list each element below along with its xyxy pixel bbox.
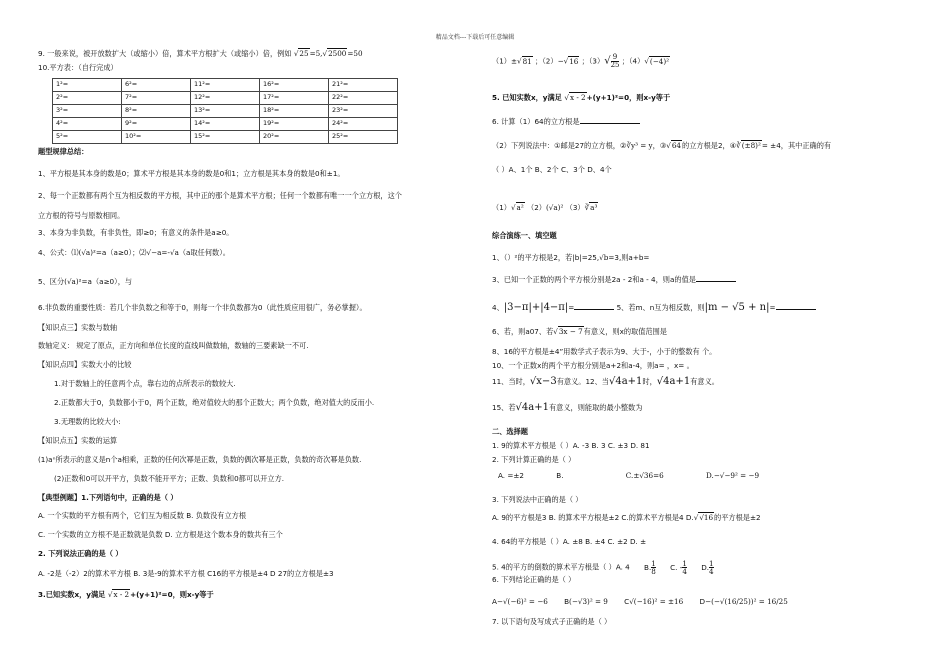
section-choice: 二、选择题 xyxy=(492,427,528,436)
table-cell: 5²= xyxy=(53,131,122,144)
knowledge-4c: 3.无理数的比较大小: xyxy=(54,417,121,426)
choice-3-options: A. 9的平方根是3 B. 的算术平方根是±2 C.的算术平方根是4 D.√√16的平方根是±2 xyxy=(492,513,761,522)
choice-6-options: A−√(−6)² = −6 B(−√3)² = 9 C√(−16)² = ±16 D−(−√(16/25))² = 16/25 xyxy=(492,597,788,606)
table-cell: 16²= xyxy=(260,79,329,92)
choice-7: 7. 以下语句及写成式子正确的是（ ） xyxy=(492,617,612,626)
rule-2b: 立方根的符号与原数相同。 xyxy=(38,211,125,220)
table-row xyxy=(53,105,398,118)
fill-4: 4、|3−π|+|4−π|= 5、若m、n互为相反数，则|m − √5 + n|= xyxy=(492,302,816,314)
example-2a: A. -2是（-2）2的算术平方根 B. 3是-9的算术平方根 C16的平方根是±4 D 27的立方根是±3 xyxy=(38,569,334,578)
section-fill-in: 综合演练一、填空题 xyxy=(492,231,557,240)
choice-5: 5. 4的平方的倒数的算术平方根是（ ）A. 4 B. $\frac{1}{8}$ C. - $\frac{1}{4}$ D. $\frac{1}{4}$ xyxy=(492,559,714,577)
item-9: 9. 一般来说，被开放数扩大（或缩小）倍，算术平方根扩大（或缩小）倍，例如 √25=5,√2500=50 xyxy=(38,49,363,58)
example-3: 3.已知实数x，y满足 √x - 2+(y+1)²=0，则x-y等于 xyxy=(38,590,214,599)
table-row xyxy=(53,118,398,131)
table-cell: 14²= xyxy=(191,118,260,131)
table-row xyxy=(53,79,398,92)
knowledge-5a: (1)aⁿ所表示的意义是n个a相乘，正数的任何次幂是正数，负数的偶次幂是正数，负数的奇次幂是负数. xyxy=(38,455,362,464)
table-cell: 18²= xyxy=(260,105,329,118)
table-cell: 15²= xyxy=(191,131,260,144)
table-cell: 17²= xyxy=(260,92,329,105)
rule-4: 4、公式：⑴(√a)²=a（a≥0）；⑵√−a=-√a（a取任何数）。 xyxy=(38,248,230,257)
table-cell: 8²= xyxy=(122,105,191,118)
page-header: 精品文档---下载后可任意编辑 xyxy=(435,34,515,41)
knowledge-3: 【知识点三】实数与数轴 xyxy=(38,323,118,332)
table-cell: 19²= xyxy=(260,118,329,131)
table-cell: 24²= xyxy=(329,118,398,131)
fill-8: 8、16的平方根是±4”用数学式子表示为9、大于-，小于的整数有 个。 xyxy=(492,347,717,356)
table-cell: 11²= xyxy=(191,79,260,92)
roots-exercise: （1）±√81 ；（2）−√16 ；（3）√ $\frac{9}{25}$ ；（4）√(−4)² xyxy=(492,53,670,69)
knowledge-5b: (2)正数和0可以开平方，负数不能开平方；正数、负数和0都可以开立方. xyxy=(54,474,285,483)
choice-3: 3. 下列说法中正确的是（ ） xyxy=(492,495,583,504)
fill-3: 3、已知一个正数的两个平方根分别是2a - 2和a - 4，则a的值是 xyxy=(492,276,736,284)
fill-15: 15、若√4a+1有意义，则能取的最小整数为 xyxy=(492,402,643,413)
q6-options: （ ）A、1个 B、2个 C、3个 D、4个 xyxy=(492,165,612,174)
table-cell: 20²= xyxy=(260,131,329,144)
knowledge-5: 【知识点五】实数的运算 xyxy=(38,436,118,445)
rule-1: 1、平方根是其本身的数是0；算术平方根是其本身的数是0和1；立方根是其本身的数是0和±1。 xyxy=(38,169,345,178)
knowledge-4: 【知识点四】实数大小的比较 xyxy=(38,360,132,369)
item-10: 10.平方表：（自行完成） xyxy=(38,63,118,72)
table-cell: 2²= xyxy=(53,92,122,105)
knowledge-4a: 1.对于数轴上的任意两个点，靠右边的点所表示的数较大. xyxy=(54,379,236,388)
q6-2: （2）下列说法中：①邮是27的立方根，②∛y³ = y，③√64的立方根是2，④∛(±8)²= ±4，其中正确的有 xyxy=(492,141,832,150)
choice-2-options: A. =±2 B. C.±√36=6 D.−√−9² = −9 xyxy=(498,471,760,480)
summary-title: 题型规律总结： xyxy=(38,147,89,156)
choice-6: 6. 下列结论正确的是（ ） xyxy=(492,575,576,584)
table-cell: 6²= xyxy=(122,79,191,92)
table-cell: 23²= xyxy=(329,105,398,118)
table-cell: 13²= xyxy=(191,105,260,118)
table-cell: 3²= xyxy=(53,105,122,118)
rule-5: 5、区分(√a)²=a（a≥0），与 xyxy=(38,277,133,286)
rule-3: 3、本身为非负数，有非负性，即≥0；有意义的条件是a≥0。 xyxy=(38,228,234,237)
table-row xyxy=(53,92,398,105)
table-cell: 4²= xyxy=(53,118,122,131)
knowledge-4b: 2.正数都大于0，负数都小于0，两个正数，绝对值较大的那个正数大；两个负数，绝对值大的反而小. xyxy=(54,398,375,407)
q5: 5. 已知实数x，y满足 √x - 2+(y+1)²=0，则x-y等于 xyxy=(492,93,671,102)
table-cell: 10²= xyxy=(122,131,191,144)
square-table xyxy=(52,78,398,144)
choice-2: 2. 下列计算正确的是（ ） xyxy=(492,455,576,464)
fill-6: 6、若，则a07、若√3x − 7有意义，则x的取值范围是 xyxy=(492,327,667,336)
fill-11: 11、当时，√x−3有意义。12、当√4a+1时，√4a+1有意义。 xyxy=(492,376,719,387)
example-1b: C. 一个实数的立方根不是正数就是负数 D. 立方根是这个数本身的数共有三个 xyxy=(38,530,283,539)
example-1a: A. 一个实数的平方根有两个，它们互为相反数 B. 负数没有立方根 xyxy=(38,511,247,520)
choice-4: 4. 64的平方根是（ ）A. ±8 B. ±4 C. ±2 D. ± xyxy=(492,537,647,546)
fill-1: 1、（）²的平方根是2，若|b|=25,√b=3,则a+b= xyxy=(492,253,650,262)
table-cell: 21²= xyxy=(329,79,398,92)
example-2: 2. 下列说法正确的是（ ） xyxy=(38,549,123,558)
table-cell: 22²= xyxy=(329,92,398,105)
q6: 6. 计算（1）64的立方根是 xyxy=(492,118,640,126)
rule-6: 6.非负数的重要性质：若几个非负数之和等于0，则每一个非负数都为0（此性质应用很广，务必掌握）。 xyxy=(38,303,367,312)
choice-1: 1. 9的算术平方根是（ ）A. -3 B. 3 C. ±3 D. 81 xyxy=(492,441,650,450)
rule-2a: 2、每一个正数都有两个互为相反数的平方根，其中正的那个是算术平方根；任何一个数都有唯一一个立方根，这个 xyxy=(38,191,402,200)
fill-10: 10、一个正数x的两个平方根分别是a+2和a-4，则a= ，x= 。 xyxy=(492,361,694,370)
table-cell: 25²= xyxy=(329,131,398,144)
table-cell: 1²= xyxy=(53,79,122,92)
table-cell: 9²= xyxy=(122,118,191,131)
sqrt-example: √25=5,√2500=50 xyxy=(293,49,363,58)
q-simplify: （1）√a² （2）(√a)² （3）∛a³ xyxy=(492,203,598,212)
knowledge-3a: 数轴定义： 规定了原点，正方向和单位长度的直线叫做数轴，数轴的三要素缺一不可. xyxy=(38,341,309,350)
example-1: 【典型例题】1.下列语句中，正确的是（ ） xyxy=(38,493,178,502)
table-cell: 12²= xyxy=(191,92,260,105)
table-row xyxy=(53,131,398,144)
table-cell: 7²= xyxy=(122,92,191,105)
